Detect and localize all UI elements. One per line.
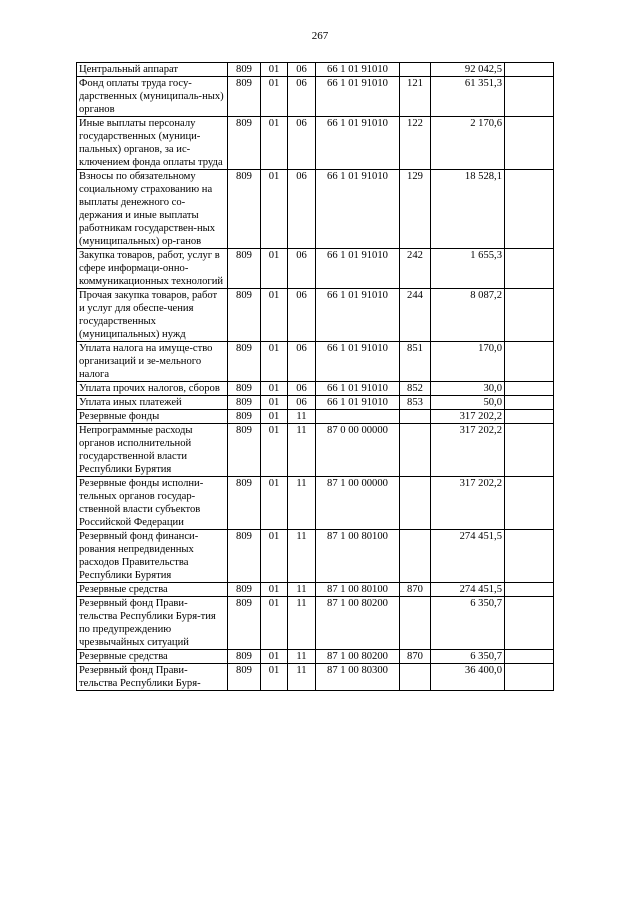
- extra-empty-cell: [505, 170, 554, 249]
- extra-empty-cell: [505, 597, 554, 650]
- ministry-code: 809: [228, 396, 261, 410]
- row-name: Взносы по обязательному социальному страхованию на выплаты денежного со-держания и иные выплаты работникам государствен-ных (муниципальных) ор-ганов: [77, 170, 228, 249]
- amount: 1 655,3: [431, 249, 505, 289]
- ministry-code: 809: [228, 424, 261, 477]
- amount: 36 400,0: [431, 664, 505, 691]
- section-code: 01: [261, 77, 288, 117]
- amount: 317 202,2: [431, 424, 505, 477]
- section-code: 01: [261, 477, 288, 530]
- target-article-code: 66 1 01 91010: [316, 289, 400, 342]
- subsection-code: 06: [288, 170, 316, 249]
- section-code: 01: [261, 117, 288, 170]
- ministry-code: 809: [228, 289, 261, 342]
- amount: 6 350,7: [431, 650, 505, 664]
- amount: 50,0: [431, 396, 505, 410]
- extra-empty-cell: [505, 63, 554, 77]
- table-row: [77, 477, 554, 530]
- subsection-code: 06: [288, 342, 316, 382]
- table-row: [77, 289, 554, 342]
- subsection-code: 06: [288, 117, 316, 170]
- expense-type-code: [400, 664, 431, 691]
- table-row: [77, 583, 554, 597]
- extra-empty-cell: [505, 664, 554, 691]
- table-row: [77, 77, 554, 117]
- extra-empty-cell: [505, 530, 554, 583]
- table-row: [77, 530, 554, 583]
- amount: 2 170,6: [431, 117, 505, 170]
- section-code: 01: [261, 410, 288, 424]
- row-name: Непрограммные расходы органов исполнительной государственной власти Республики Бурятия: [77, 424, 228, 477]
- section-code: 01: [261, 597, 288, 650]
- row-name: Прочая закупка товаров, работ и услуг для обеспе-чения государственных (муниципальных) нужд: [77, 289, 228, 342]
- amount: 317 202,2: [431, 477, 505, 530]
- ministry-code: 809: [228, 382, 261, 396]
- subsection-code: 06: [288, 289, 316, 342]
- section-code: 01: [261, 382, 288, 396]
- amount: 30,0: [431, 382, 505, 396]
- extra-empty-cell: [505, 410, 554, 424]
- section-code: 01: [261, 583, 288, 597]
- section-code: 01: [261, 424, 288, 477]
- table-row: [77, 424, 554, 477]
- row-name: Резервный фонд финанси-рования непредвиденных расходов Правительства Республики Бурятия: [77, 530, 228, 583]
- row-name: Резервный фонд Прави-тельства Республики Буря-тия по предупреждению чрезвычайных ситуаций: [77, 597, 228, 650]
- target-article-code: 87 1 00 80100: [316, 583, 400, 597]
- ministry-code: 809: [228, 410, 261, 424]
- target-article-code: 87 0 00 00000: [316, 424, 400, 477]
- target-article-code: 66 1 01 91010: [316, 249, 400, 289]
- row-name: Резервные средства: [77, 583, 228, 597]
- amount: 92 042,5: [431, 63, 505, 77]
- target-article-code: 66 1 01 91010: [316, 170, 400, 249]
- amount: 61 351,3: [431, 77, 505, 117]
- extra-empty-cell: [505, 477, 554, 530]
- expense-type-code: 244: [400, 289, 431, 342]
- amount: 317 202,2: [431, 410, 505, 424]
- subsection-code: 06: [288, 249, 316, 289]
- row-name: Уплата иных платежей: [77, 396, 228, 410]
- target-article-code: 87 1 00 80200: [316, 650, 400, 664]
- ministry-code: 809: [228, 117, 261, 170]
- section-code: 01: [261, 396, 288, 410]
- row-name: Резервные фонды: [77, 410, 228, 424]
- table-row: [77, 342, 554, 382]
- subsection-code: 11: [288, 424, 316, 477]
- expense-type-code: [400, 530, 431, 583]
- expense-type-code: 122: [400, 117, 431, 170]
- row-name: Резервный фонд Прави-тельства Республики Буря-: [77, 664, 228, 691]
- extra-empty-cell: [505, 342, 554, 382]
- subsection-code: 06: [288, 63, 316, 77]
- expense-type-code: 870: [400, 583, 431, 597]
- expense-type-code: 242: [400, 249, 431, 289]
- expense-type-code: 870: [400, 650, 431, 664]
- subsection-code: 11: [288, 410, 316, 424]
- table-row: [77, 63, 554, 77]
- row-name: Фонд оплаты труда госу-дарственных (муниципаль-ных) органов: [77, 77, 228, 117]
- ministry-code: 809: [228, 597, 261, 650]
- section-code: 01: [261, 664, 288, 691]
- expense-type-code: [400, 424, 431, 477]
- extra-empty-cell: [505, 77, 554, 117]
- target-article-code: 66 1 01 91010: [316, 77, 400, 117]
- row-name: Закупка товаров, работ, услуг в сфере информаци-онно-коммуникационных технологий: [77, 249, 228, 289]
- target-article-code: 66 1 01 91010: [316, 63, 400, 77]
- section-code: 01: [261, 342, 288, 382]
- expense-type-code: 129: [400, 170, 431, 249]
- table-row: [77, 410, 554, 424]
- ministry-code: 809: [228, 170, 261, 249]
- ministry-code: 809: [228, 530, 261, 583]
- subsection-code: 06: [288, 396, 316, 410]
- target-article-code: 66 1 01 91010: [316, 342, 400, 382]
- amount: 8 087,2: [431, 289, 505, 342]
- amount: 18 528,1: [431, 170, 505, 249]
- ministry-code: 809: [228, 342, 261, 382]
- amount: 274 451,5: [431, 530, 505, 583]
- extra-empty-cell: [505, 583, 554, 597]
- subsection-code: 11: [288, 583, 316, 597]
- ministry-code: 809: [228, 77, 261, 117]
- extra-empty-cell: [505, 249, 554, 289]
- page-number: 267: [311, 30, 329, 42]
- target-article-code: [316, 410, 400, 424]
- expense-type-code: [400, 597, 431, 650]
- ministry-code: 809: [228, 477, 261, 530]
- row-name: Резервные фонды исполни-тельных органов государ-ственной власти субъектов Российской Федерации: [77, 477, 228, 530]
- ministry-code: 809: [228, 63, 261, 77]
- ministry-code: 809: [228, 583, 261, 597]
- table-row: [77, 170, 554, 249]
- extra-empty-cell: [505, 382, 554, 396]
- target-article-code: 66 1 01 91010: [316, 117, 400, 170]
- amount: 274 451,5: [431, 583, 505, 597]
- subsection-code: 11: [288, 477, 316, 530]
- table-row: [77, 249, 554, 289]
- table-row: [77, 650, 554, 664]
- row-name: Центральный аппарат: [77, 63, 228, 77]
- subsection-code: 06: [288, 382, 316, 396]
- budget-table: [76, 62, 554, 691]
- expense-type-code: [400, 63, 431, 77]
- table-row: [77, 382, 554, 396]
- extra-empty-cell: [505, 424, 554, 477]
- section-code: 01: [261, 249, 288, 289]
- subsection-code: 11: [288, 650, 316, 664]
- target-article-code: 87 1 00 80200: [316, 597, 400, 650]
- row-name: Уплата прочих налогов, сборов: [77, 382, 228, 396]
- expense-type-code: 852: [400, 382, 431, 396]
- section-code: 01: [261, 650, 288, 664]
- row-name: Резервные средства: [77, 650, 228, 664]
- extra-empty-cell: [505, 396, 554, 410]
- ministry-code: 809: [228, 650, 261, 664]
- target-article-code: 66 1 01 91010: [316, 382, 400, 396]
- target-article-code: 66 1 01 91010: [316, 396, 400, 410]
- amount: 6 350,7: [431, 597, 505, 650]
- expense-type-code: 853: [400, 396, 431, 410]
- section-code: 01: [261, 170, 288, 249]
- table-row: [77, 117, 554, 170]
- target-article-code: 87 1 00 00000: [316, 477, 400, 530]
- expense-type-code: 851: [400, 342, 431, 382]
- subsection-code: 11: [288, 597, 316, 650]
- ministry-code: 809: [228, 664, 261, 691]
- extra-empty-cell: [505, 117, 554, 170]
- expense-type-code: 121: [400, 77, 431, 117]
- table-row: [77, 664, 554, 691]
- subsection-code: 06: [288, 77, 316, 117]
- subsection-code: 11: [288, 530, 316, 583]
- extra-empty-cell: [505, 650, 554, 664]
- table-row: [77, 597, 554, 650]
- ministry-code: 809: [228, 249, 261, 289]
- row-name: Иные выплаты персоналу государственных (муници-пальных) органов, за ис-ключением фонда оплаты труда: [77, 117, 228, 170]
- target-article-code: 87 1 00 80100: [316, 530, 400, 583]
- expense-type-code: [400, 477, 431, 530]
- table-row: [77, 396, 554, 410]
- subsection-code: 11: [288, 664, 316, 691]
- row-name: Уплата налога на имуще-ство организаций и зе-мельного налога: [77, 342, 228, 382]
- amount: 170,0: [431, 342, 505, 382]
- target-article-code: 87 1 00 80300: [316, 664, 400, 691]
- expense-type-code: [400, 410, 431, 424]
- extra-empty-cell: [505, 289, 554, 342]
- section-code: 01: [261, 289, 288, 342]
- section-code: 01: [261, 63, 288, 77]
- section-code: 01: [261, 530, 288, 583]
